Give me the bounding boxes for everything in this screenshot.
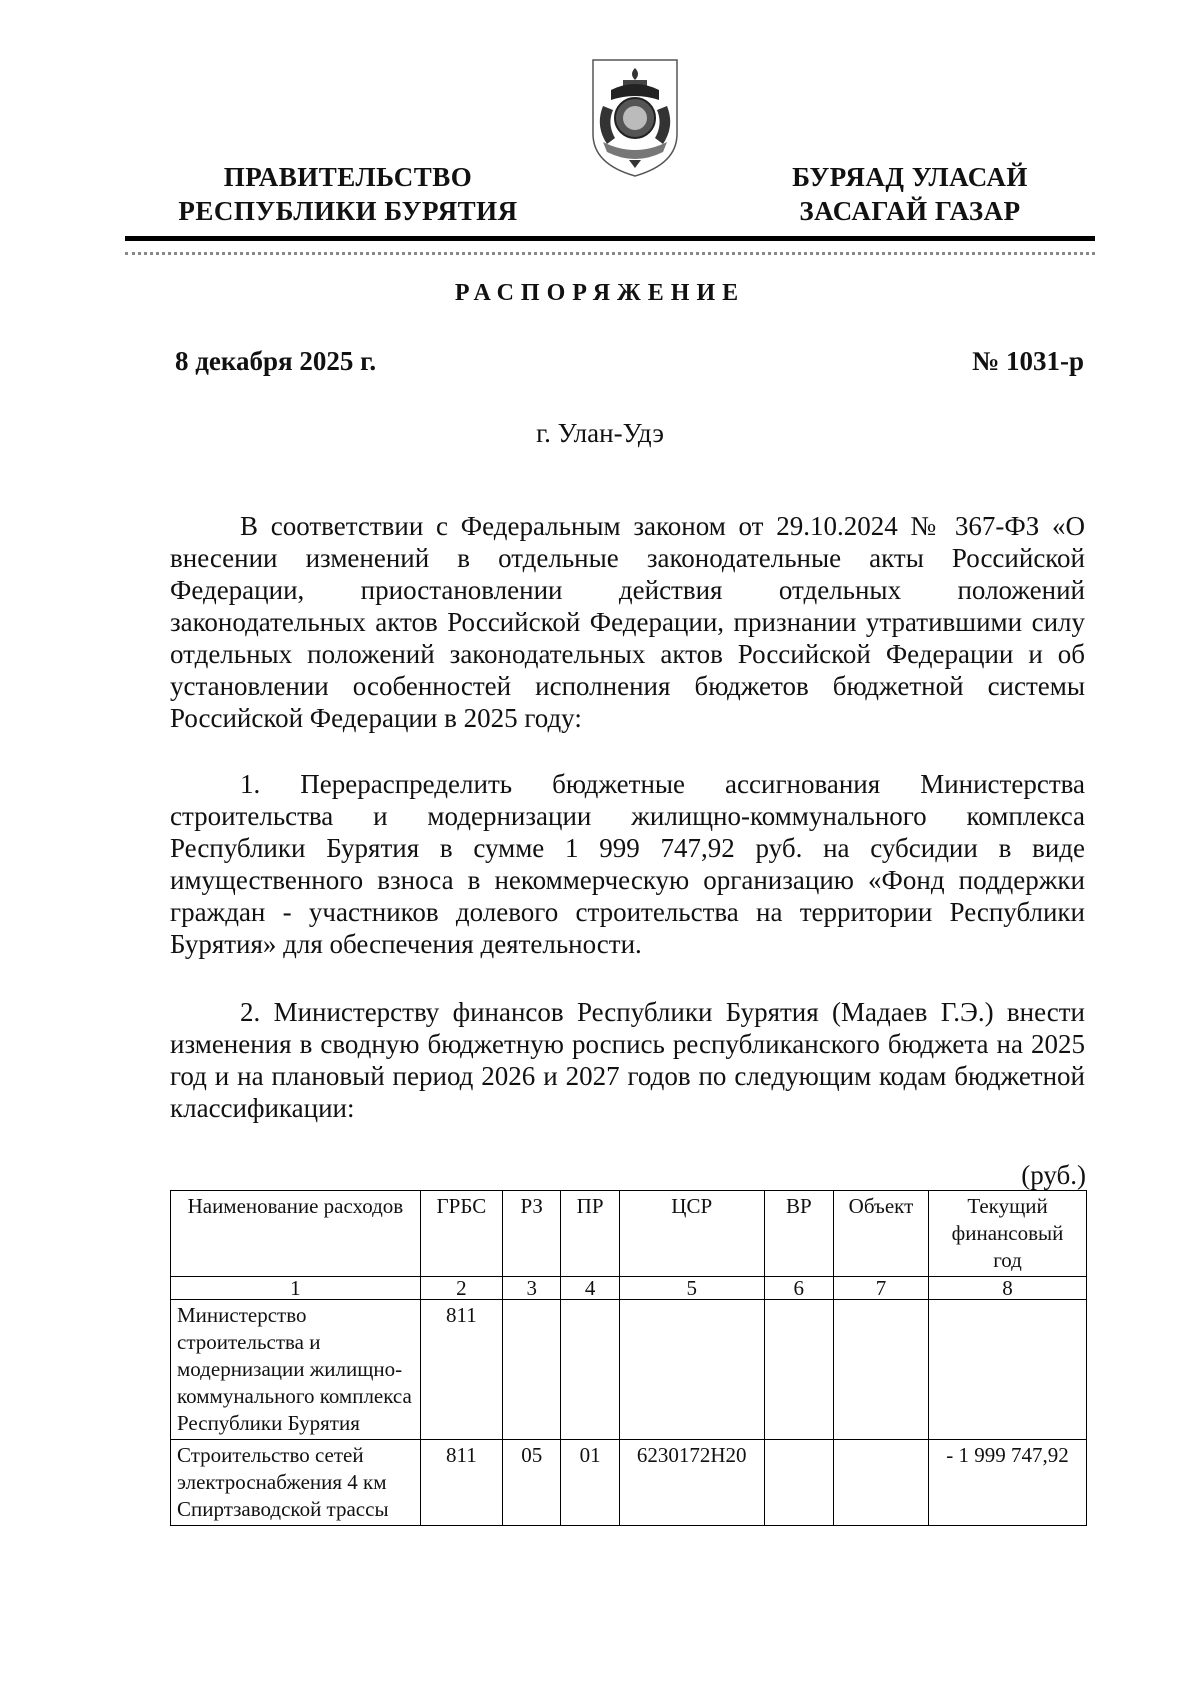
org-line: БУРЯАД УЛАСАЙ bbox=[792, 162, 1028, 192]
cell-vr bbox=[764, 1300, 833, 1440]
column-number: 4 bbox=[561, 1277, 619, 1300]
item-1-text: 1. Перераспределить бюджетные ассигнования Министерства строительства и модернизации жилищно-коммунального комплекса Республики Бурятия в сумме 1 999 747,92 руб. на субсидии в виде имущественного взноса в некоммерческую организацию «Фонд поддержки граждан - участников долевого строительства на территории Республики Бурятия» для обеспечения деятельности. bbox=[170, 769, 1085, 959]
cell-rz: 05 bbox=[503, 1440, 561, 1526]
org-line: ПРАВИТЕЛЬСТВО bbox=[223, 162, 473, 192]
cell-rz bbox=[503, 1300, 561, 1440]
cell-pr bbox=[561, 1300, 619, 1440]
budget-table bbox=[170, 1190, 1087, 1526]
preamble-text: В соответствии с Федеральным законом от 29.10.2024 № 367-ФЗ «О внесении изменений в отдельные законодательные акты Российской Федерации, приостановлении действия отдельных положений законодательных актов Российской Федерации, признании утратившими силу отдельных положений законодательных актов Российской Федерации и об установлении особенностей исполнения бюджетов бюджетной системы Российской Федерации в 2025 году: bbox=[170, 511, 1085, 733]
column-number: 1 bbox=[171, 1277, 421, 1300]
table-row bbox=[171, 1300, 1087, 1440]
cell-object bbox=[833, 1440, 928, 1526]
item-2-paragraph bbox=[170, 996, 1085, 1124]
document-date: 8 декабря 2025 г. bbox=[175, 346, 377, 376]
cell-name: Министерство строительства и модернизации жилищно-коммунального комплекса Республики Бурятия bbox=[171, 1300, 421, 1440]
header-cell: Текущий финансовый год bbox=[929, 1191, 1087, 1277]
cell-csr bbox=[619, 1300, 764, 1440]
cell-pr: 01 bbox=[561, 1440, 619, 1526]
cell-object bbox=[833, 1300, 928, 1440]
cell-vr bbox=[764, 1440, 833, 1526]
cell-grbs: 811 bbox=[420, 1300, 502, 1440]
column-number: 2 bbox=[420, 1277, 502, 1300]
item-2-text: 2. Министерству финансов Республики Бурятия (Мадаев Г.Э.) внести изменения в сводную бюджетную роспись республиканского бюджета на 2025 год и на плановый период 2026 и 2027 годов по следующим кодам бюджетной классификации: bbox=[170, 997, 1085, 1123]
coat-of-arms-icon bbox=[589, 56, 681, 180]
cell-amount bbox=[929, 1300, 1087, 1440]
table-header-row bbox=[171, 1191, 1087, 1277]
column-number: 3 bbox=[503, 1277, 561, 1300]
table-row bbox=[171, 1440, 1087, 1526]
column-number: 7 bbox=[833, 1277, 928, 1300]
cell-csr: 6230172Н20 bbox=[619, 1440, 764, 1526]
header-cell: ПР bbox=[561, 1191, 619, 1277]
preamble-paragraph bbox=[170, 510, 1085, 734]
header-cell: ВР bbox=[764, 1191, 833, 1277]
header-cell: Наименование расходов bbox=[171, 1191, 421, 1277]
column-number-row bbox=[171, 1277, 1087, 1300]
column-number: 8 bbox=[929, 1277, 1087, 1300]
document-city: г. Улан-Удэ bbox=[536, 418, 664, 448]
org-line: ЗАСАГАЙ ГАЗАР bbox=[799, 196, 1021, 226]
column-number: 6 bbox=[764, 1277, 833, 1300]
header-cell: ГРБС bbox=[420, 1191, 502, 1277]
column-number: 5 bbox=[619, 1277, 764, 1300]
document-number: № 1031-р bbox=[972, 346, 1084, 376]
item-1-paragraph bbox=[170, 768, 1085, 960]
organization-name-ru bbox=[148, 160, 548, 228]
cell-amount: - 1 999 747,92 bbox=[929, 1440, 1087, 1526]
header-cell: Объект bbox=[833, 1191, 928, 1277]
header-rule-dotted bbox=[125, 252, 1095, 255]
currency-unit: (руб.) bbox=[1021, 1160, 1086, 1190]
cell-name: Строительство сетей электроснабжения 4 км Спиртзаводской трассы bbox=[171, 1440, 421, 1526]
header-cell: ЦСР bbox=[619, 1191, 764, 1277]
org-line: РЕСПУБЛИКИ БУРЯТИЯ bbox=[178, 196, 518, 226]
cell-grbs: 811 bbox=[420, 1440, 502, 1526]
header-rule-thick bbox=[125, 236, 1095, 241]
document-title: РАСПОРЯЖЕНИЕ bbox=[454, 280, 746, 306]
header-cell: РЗ bbox=[503, 1191, 561, 1277]
organization-name-bua bbox=[745, 160, 1075, 228]
